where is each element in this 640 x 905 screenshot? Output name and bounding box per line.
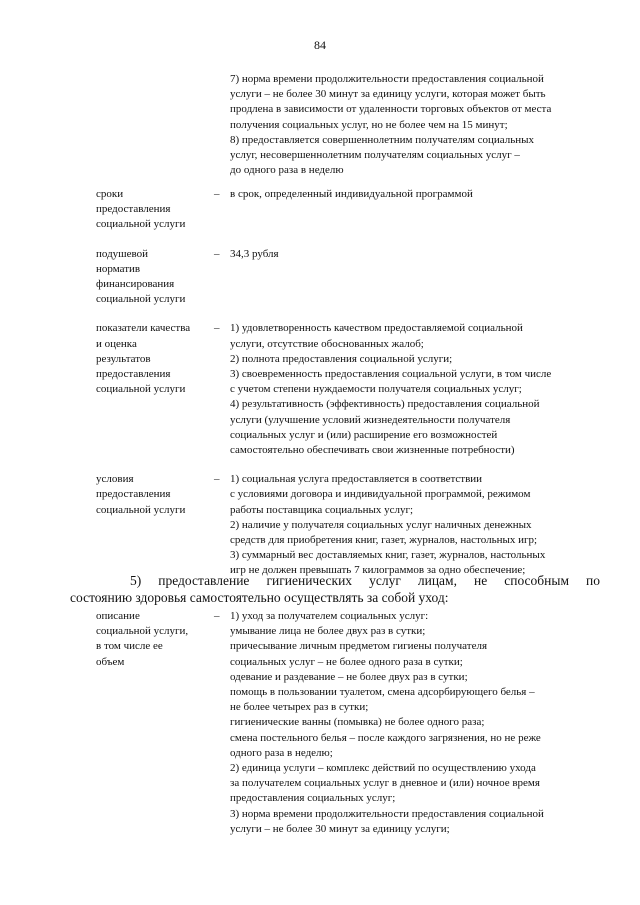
value-line: умывание лица не более двух раз в сутки;: [230, 625, 426, 638]
label-line: подушевой: [96, 247, 149, 260]
param-value: [230, 609, 606, 837]
value-line: одного раза в неделю;: [230, 746, 333, 759]
label-line: предоставления: [96, 368, 171, 381]
label-line: предоставления: [96, 203, 171, 216]
label-line: показатели качества: [96, 322, 191, 335]
value-line: социальных услуг и (или) расширение его возможностей: [230, 428, 498, 441]
continued-text: [96, 72, 606, 192]
continued-lines: [230, 72, 606, 178]
param-row: [96, 472, 606, 578]
label-line: норматив: [96, 262, 141, 275]
dash: –: [214, 473, 220, 486]
value-line: средств для приобретения книг, газет, журналов, настольных игр;: [230, 534, 538, 547]
value-line: не более четырех раз в сутки;: [230, 701, 369, 714]
param-value: [230, 472, 606, 578]
dash: –: [214, 322, 220, 335]
label-line: социальной услуги: [96, 218, 186, 231]
label-line: финансирования: [96, 278, 175, 291]
value-line: одевание и раздевание – не более двух раз в сутки;: [230, 670, 468, 683]
value-line: работы поставщика социальных услуг;: [230, 503, 414, 516]
param-label: [96, 187, 214, 233]
value-line: 34,3 рубля: [230, 247, 279, 260]
service-params-top: [96, 187, 606, 593]
param-row: [96, 187, 606, 233]
param-label: [96, 247, 214, 308]
value-line: с условиями договора и индивидуальной программой, режимом: [230, 488, 531, 501]
service-params-bottom: [96, 609, 606, 851]
value-line: предоставления социальных услуг;: [230, 792, 396, 805]
text-line: до одного раза в неделю: [230, 164, 344, 177]
param-value: [230, 247, 606, 308]
value-line: помощь в пользовании туалетом, смена адсорбирующего белья –: [230, 686, 535, 699]
value-line: с учетом степени нуждаемости получателя социальных услуг;: [230, 383, 522, 396]
label-line: сроки: [96, 188, 124, 200]
value-line: за получателем социальных услуг в дневное и (или) ночное время: [230, 777, 540, 790]
label-line: предоставления: [96, 488, 171, 501]
dash: –: [214, 610, 220, 622]
label-line: социальной услуги: [96, 293, 186, 306]
value-line: услуги, отсутствие обоснованных жалоб;: [230, 337, 424, 350]
section-heading: [70, 572, 600, 606]
value-line: в срок, определенный индивидуальной программой: [230, 188, 473, 200]
value-line: 3) суммарный вес доставляемых книг, газет, журналов, настольных: [230, 549, 546, 562]
value-line: социальных услуг – не более одного раза в сутки;: [230, 655, 463, 668]
page-number: 84: [314, 38, 326, 52]
text-line: 7) норма времени продолжительности предоставления социальной: [230, 73, 544, 85]
label-line: и оценка: [96, 337, 137, 350]
value-line: услуги – не более 30 минут за единицу услуги;: [230, 822, 450, 835]
value-line: 1) удовлетворенность качеством предоставляемой социальной: [230, 322, 523, 335]
label-line: описание: [96, 610, 140, 622]
value-line: 3) норма времени продолжительности предоставления социальной: [230, 807, 544, 820]
value-line: услуги (улучшение условий жизнедеятельности получателя: [230, 413, 511, 426]
value-line: игр не должен превышать 7 килограммов за одно обеспечение;: [230, 564, 526, 577]
value-line: смена постельного белья – после каждого загрязнения, но не реже: [230, 731, 541, 744]
value-line: самостоятельно обеспечивать свои жизненные потребности): [230, 444, 515, 457]
param-label: [96, 472, 214, 578]
text-line: получения социальных услуг, но не более чем на 15 минут;: [230, 118, 508, 131]
text-line: продлена в зависимости от удаленности торговых объектов от места: [230, 103, 552, 116]
value-line: причесывание личным предметом гигиены получателя: [230, 640, 488, 653]
text-line: 8) предоставляется совершеннолетним получателям социальных: [230, 133, 534, 146]
value-line: 3) своевременность предоставления социальной услуги, в том числе: [230, 368, 552, 381]
value-line: гигиенические ванны (помывка) не более одного раза;: [230, 716, 485, 729]
param-label: [96, 609, 214, 837]
value-line: 4) результативность (эффективность) предоставления социальной: [230, 398, 540, 411]
value-line: 2) наличие у получателя социальных услуг наличных денежных: [230, 518, 532, 531]
label-line: в том числе ее: [96, 640, 163, 653]
param-label: [96, 321, 214, 458]
label-line: условия: [96, 473, 134, 486]
value-line: 1) уход за получателем социальных услуг:: [230, 610, 429, 622]
label-line: объем: [96, 655, 125, 668]
value-line: 2) единица услуги – комплекс действий по осуществлению ухода: [230, 762, 536, 775]
text-line: услуг, несовершеннолетним получателям социальных услуг –: [230, 149, 520, 162]
param-value: [230, 187, 606, 233]
param-row: [96, 609, 606, 837]
param-value: [230, 321, 606, 458]
label-line: социальной услуги,: [96, 625, 189, 638]
dash: –: [214, 188, 220, 200]
heading-line: 5) предоставление гигиенических услуг лицам, не способным по: [130, 573, 600, 588]
heading-line: состоянию здоровья самостоятельно осуществлять за собой уход:: [70, 590, 449, 605]
dash: –: [214, 247, 220, 260]
label-line: социальной услуги: [96, 383, 186, 396]
value-line: 2) полнота предоставления социальной услуги;: [230, 352, 453, 365]
text-line: услуги – не более 30 минут за единицу услуги, которая может быть: [230, 88, 546, 101]
label-line: результатов: [96, 352, 151, 365]
param-row: [96, 321, 606, 458]
value-line: 1) социальная услуга предоставляется в соответствии: [230, 473, 483, 486]
label-line: социальной услуги: [96, 503, 186, 516]
param-row: [96, 247, 606, 308]
